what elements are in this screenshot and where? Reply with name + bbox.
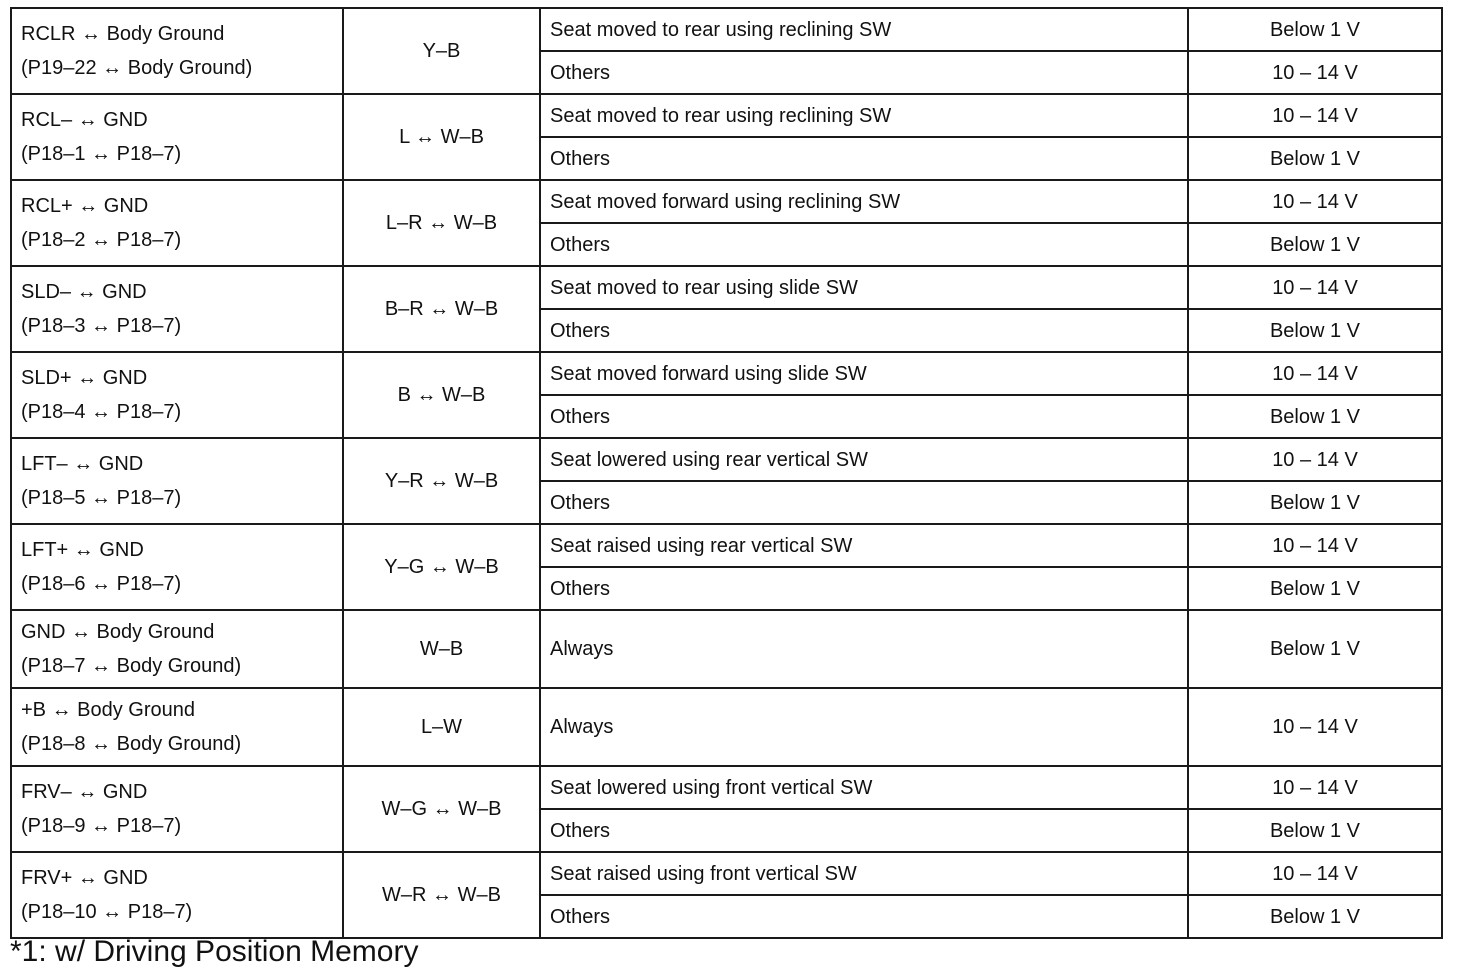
terminal-pin: (P18–10 ↔ P18–7) xyxy=(21,901,193,923)
condition-cell: Others xyxy=(540,567,1188,610)
wiring-color-cell: L–R ↔ W–B xyxy=(343,180,540,266)
specified-condition-cell: Below 1 V xyxy=(1188,309,1442,352)
condition-cell: Seat raised using rear vertical SW xyxy=(540,524,1188,567)
specified-condition-cell: 10 – 14 V xyxy=(1188,524,1442,567)
specified-condition-cell: 10 – 14 V xyxy=(1188,94,1442,137)
condition-cell: Others xyxy=(540,809,1188,852)
condition-cell: Always xyxy=(540,688,1188,766)
terminal-pin: (P18–6 ↔ P18–7) xyxy=(21,573,182,595)
specified-condition-cell: 10 – 14 V xyxy=(1188,766,1442,809)
terminal-cell xyxy=(11,688,343,766)
wiring-color-cell: Y–G ↔ W–B xyxy=(343,524,540,610)
specified-condition-cell: 10 – 14 V xyxy=(1188,352,1442,395)
terminal-name: FRV– ↔ GND xyxy=(21,781,148,803)
wiring-color-cell: B ↔ W–B xyxy=(343,352,540,438)
terminal-pin: (P18–3 ↔ P18–7) xyxy=(21,315,182,337)
terminal-cell xyxy=(11,266,343,352)
specified-condition-cell: 10 – 14 V xyxy=(1188,852,1442,895)
wiring-color-cell: W–B xyxy=(343,610,540,688)
condition-cell: Others xyxy=(540,137,1188,180)
table-body xyxy=(11,8,1442,938)
terminal-name: SLD– ↔ GND xyxy=(21,281,147,303)
terminal-inspection-table xyxy=(10,7,1443,939)
specified-condition-cell: Below 1 V xyxy=(1188,809,1442,852)
specified-condition-cell: 10 – 14 V xyxy=(1188,438,1442,481)
specified-condition-cell: Below 1 V xyxy=(1188,137,1442,180)
condition-cell: Others xyxy=(540,51,1188,94)
specified-condition-cell: Below 1 V xyxy=(1188,223,1442,266)
terminal-name: +B ↔ Body Ground xyxy=(21,699,195,721)
terminal-name: RCL– ↔ GND xyxy=(21,109,148,131)
condition-cell: Others xyxy=(540,309,1188,352)
terminal-pin: (P18–8 ↔ Body Ground) xyxy=(21,733,242,755)
terminal-name: SLD+ ↔ GND xyxy=(21,367,148,389)
terminal-pin: (P18–5 ↔ P18–7) xyxy=(21,487,182,509)
wiring-color-cell: W–G ↔ W–B xyxy=(343,766,540,852)
terminal-pin: (P18–2 ↔ P18–7) xyxy=(21,229,182,251)
terminal-cell xyxy=(11,524,343,610)
terminal-cell xyxy=(11,852,343,938)
specified-condition-cell: 10 – 14 V xyxy=(1188,266,1442,309)
specified-condition-cell: Below 1 V xyxy=(1188,610,1442,688)
terminal-cell xyxy=(11,352,343,438)
condition-cell: Seat moved to rear using slide SW xyxy=(540,266,1188,309)
wiring-color-cell: W–R ↔ W–B xyxy=(343,852,540,938)
table-row xyxy=(11,610,1442,688)
condition-cell: Others xyxy=(540,481,1188,524)
terminal-name: GND ↔ Body Ground xyxy=(21,621,215,643)
table-row xyxy=(11,524,1442,567)
table-row xyxy=(11,766,1442,809)
wiring-color-cell: L–W xyxy=(343,688,540,766)
condition-cell: Seat raised using front vertical SW xyxy=(540,852,1188,895)
table-row xyxy=(11,438,1442,481)
specified-condition-cell: Below 1 V xyxy=(1188,567,1442,610)
condition-cell: Seat moved forward using reclining SW xyxy=(540,180,1188,223)
terminal-cell xyxy=(11,8,343,94)
condition-cell: Seat lowered using front vertical SW xyxy=(540,766,1188,809)
table-row xyxy=(11,266,1442,309)
table-row xyxy=(11,852,1442,895)
wiring-color-cell: Y–B xyxy=(343,8,540,94)
specified-condition-cell: 10 – 14 V xyxy=(1188,688,1442,766)
terminal-pin: (P18–7 ↔ Body Ground) xyxy=(21,655,242,677)
wiring-color-cell: L ↔ W–B xyxy=(343,94,540,180)
table-row xyxy=(11,352,1442,395)
terminal-pin: (P18–1 ↔ P18–7) xyxy=(21,143,182,165)
terminal-cell xyxy=(11,94,343,180)
terminal-cell xyxy=(11,610,343,688)
condition-cell: Always xyxy=(540,610,1188,688)
table-row xyxy=(11,688,1442,766)
terminal-pin: (P18–4 ↔ P18–7) xyxy=(21,401,182,423)
condition-cell: Others xyxy=(540,223,1188,266)
terminal-cell xyxy=(11,438,343,524)
terminal-name: RCLR ↔ Body Ground xyxy=(21,23,225,45)
specified-condition-cell: Below 1 V xyxy=(1188,8,1442,51)
table-row xyxy=(11,94,1442,137)
condition-cell: Others xyxy=(540,395,1188,438)
specified-condition-cell: 10 – 14 V xyxy=(1188,180,1442,223)
terminal-name: FRV+ ↔ GND xyxy=(21,867,148,889)
terminal-name: LFT– ↔ GND xyxy=(21,453,144,475)
wiring-color-cell: B–R ↔ W–B xyxy=(343,266,540,352)
terminal-cell xyxy=(11,766,343,852)
specified-condition-cell: Below 1 V xyxy=(1188,395,1442,438)
specified-condition-cell: Below 1 V xyxy=(1188,895,1442,938)
specified-condition-cell: 10 – 14 V xyxy=(1188,51,1442,94)
terminal-pin: (P19–22 ↔ Body Ground) xyxy=(21,57,253,79)
table-row xyxy=(11,8,1442,51)
condition-cell: Seat moved to rear using reclining SW xyxy=(540,8,1188,51)
condition-cell: Seat moved to rear using reclining SW xyxy=(540,94,1188,137)
specified-condition-cell: Below 1 V xyxy=(1188,481,1442,524)
condition-cell: Seat moved forward using slide SW xyxy=(540,352,1188,395)
condition-cell: Seat lowered using rear vertical SW xyxy=(540,438,1188,481)
wiring-color-cell: Y–R ↔ W–B xyxy=(343,438,540,524)
table-row xyxy=(11,180,1442,223)
terminal-name: LFT+ ↔ GND xyxy=(21,539,144,561)
terminal-cell xyxy=(11,180,343,266)
terminal-pin: (P18–9 ↔ P18–7) xyxy=(21,815,182,837)
condition-cell: Others xyxy=(540,895,1188,938)
terminal-name: RCL+ ↔ GND xyxy=(21,195,149,217)
footnote: *1: w/ Driving Position Memory xyxy=(10,935,419,968)
